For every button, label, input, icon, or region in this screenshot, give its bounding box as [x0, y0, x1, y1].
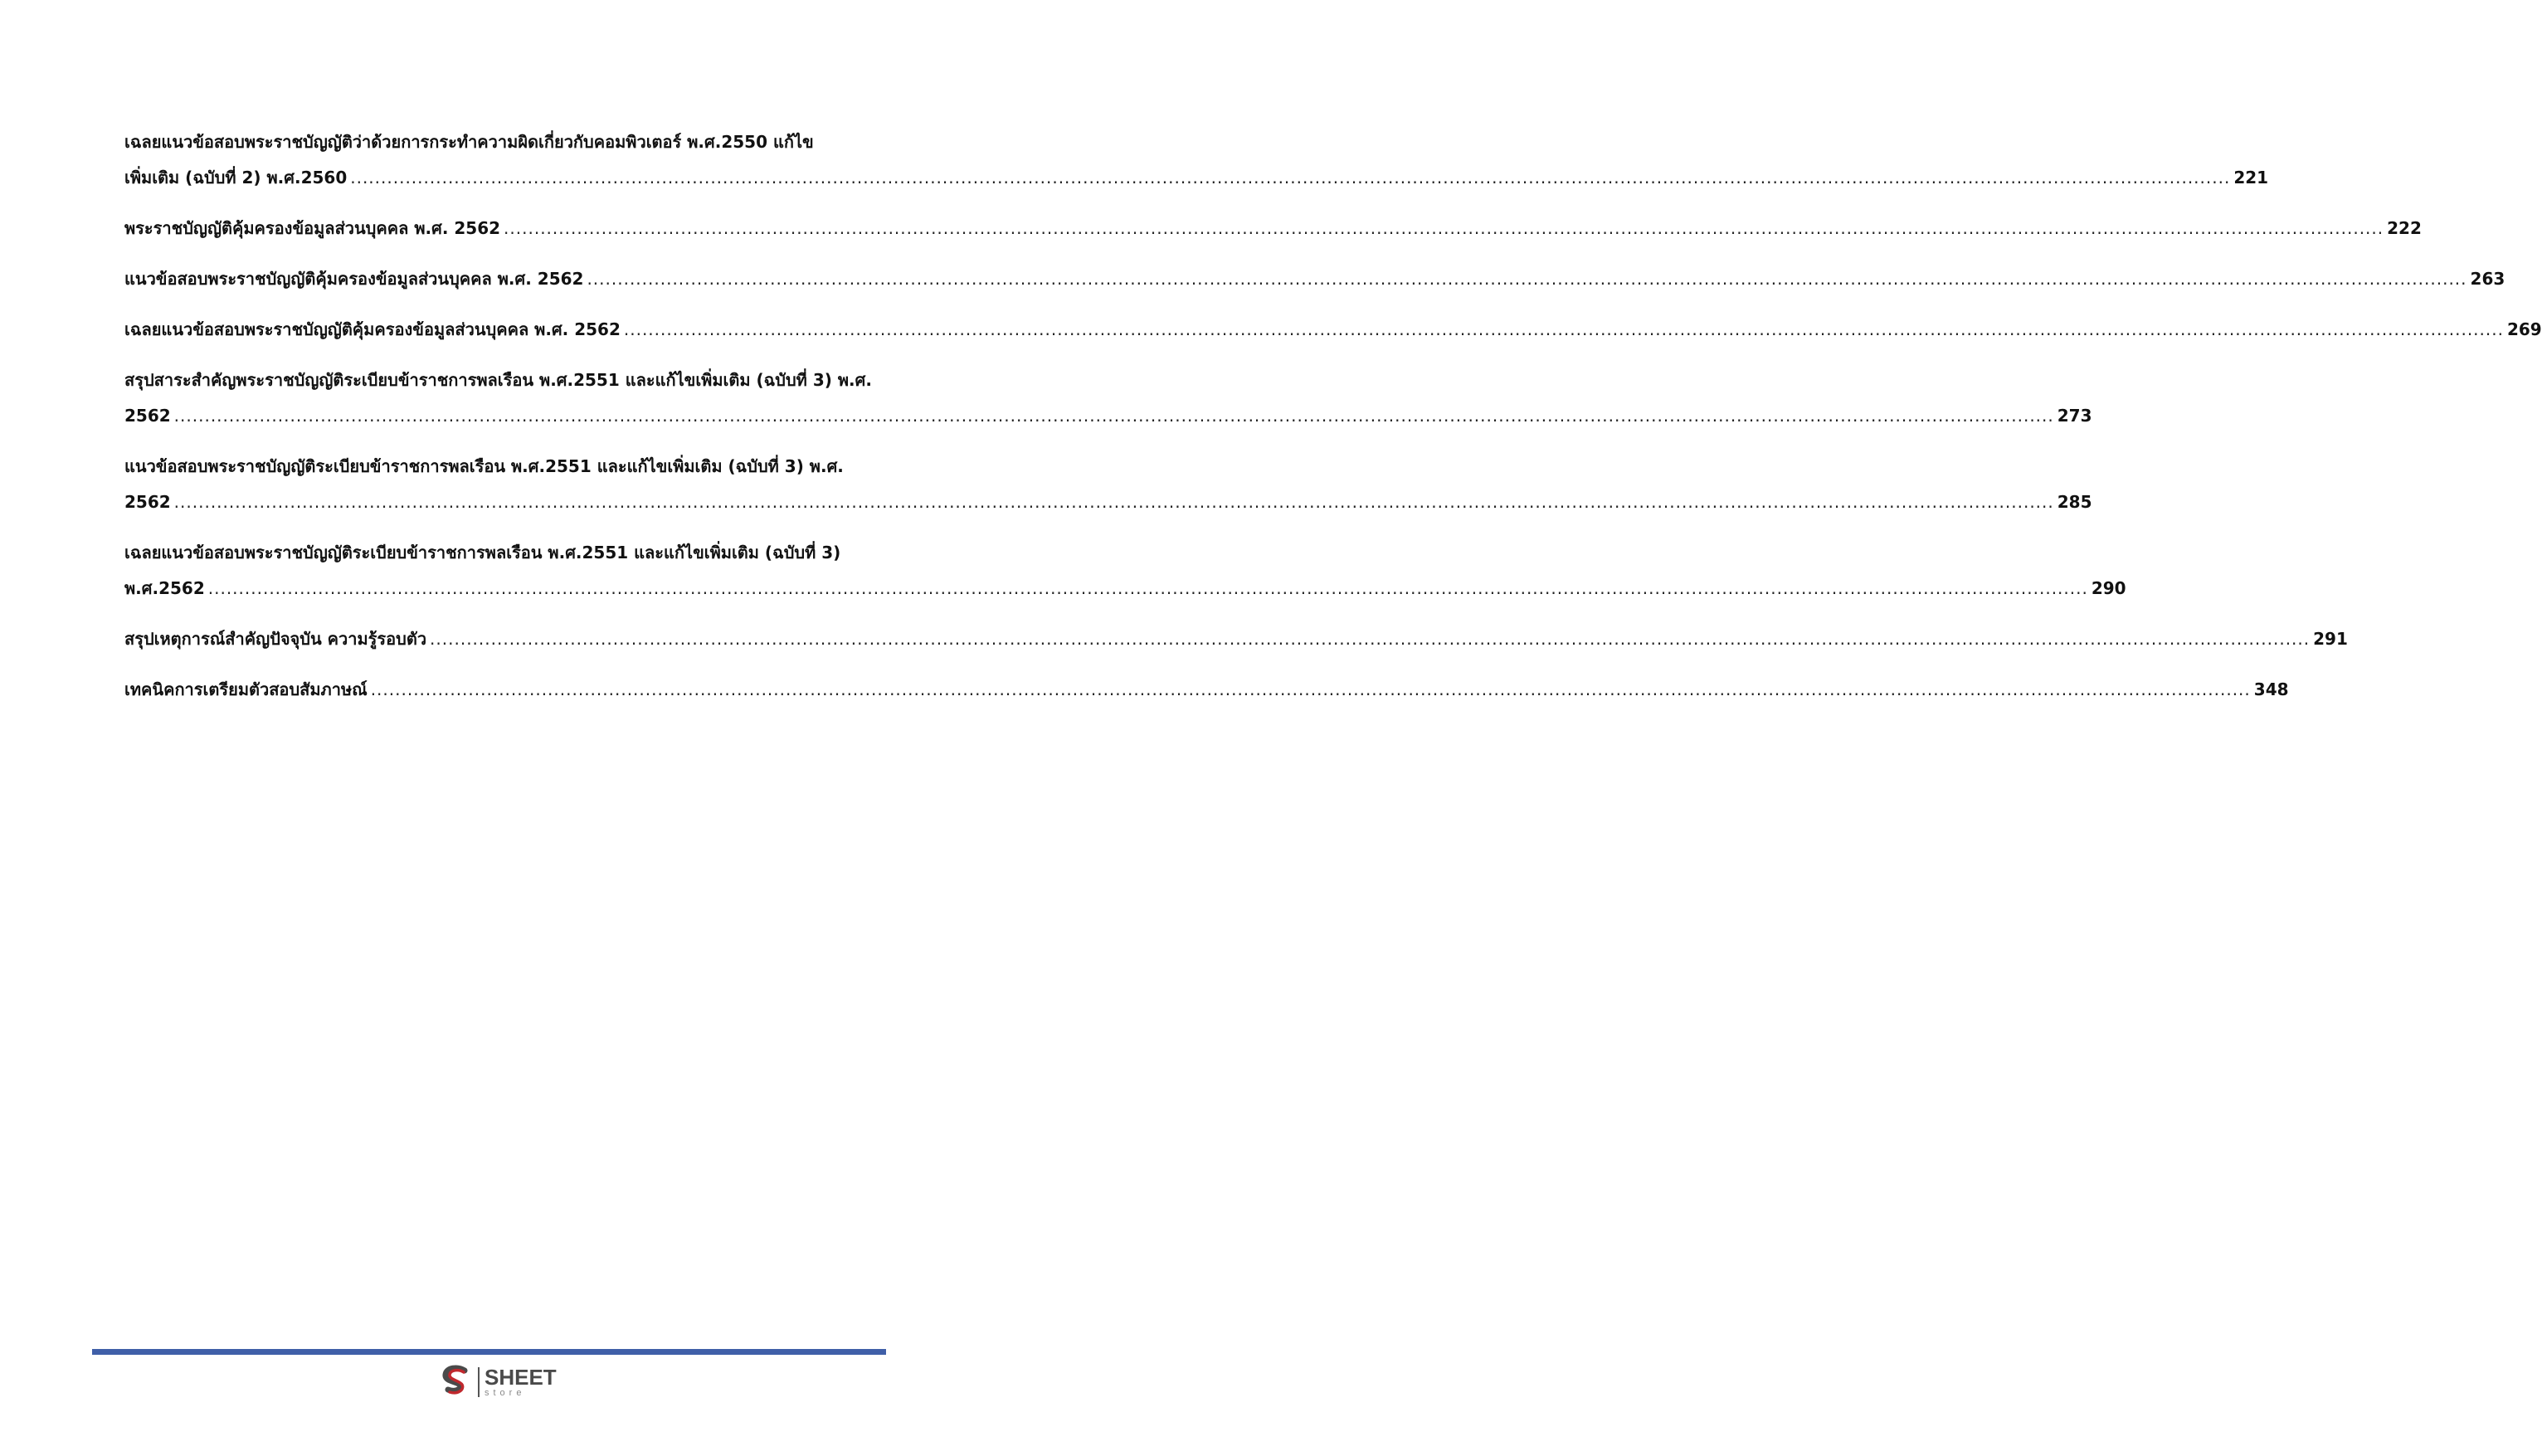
- dot-leader: [504, 211, 2384, 246]
- toc-page-number: 285: [2057, 492, 2092, 512]
- toc-page-number: 221: [2233, 168, 2269, 187]
- dot-leader: [624, 312, 2504, 348]
- toc-page-number: 291: [2313, 629, 2348, 649]
- toc-entry[interactable]: [124, 535, 2126, 606]
- toc-entry[interactable]: [124, 621, 2348, 657]
- toc-entry-title: สรุปสาระสำคัญพระราชบัญญัติระเบียบข้าราชการพลเรือน พ.ศ.2551 และแก้ไขเพิ่มเติม (ฉบับที่ 3) พ.ศ.: [124, 370, 872, 390]
- toc-entry-title-continued: 2562: [124, 492, 171, 512]
- toc-entry-title-continued: เพิ่มเติม (ฉบับที่ 2) พ.ศ.2560: [124, 168, 348, 187]
- toc-entry[interactable]: [124, 211, 2422, 246]
- toc-page-number: 269: [2506, 319, 2542, 339]
- toc-entry-title: เฉลยแนวข้อสอบพระราชบัญญัติว่าด้วยการกระทำความผิดเกี่ยวกับคอมพิวเตอร์ พ.ศ.2550 แก้ไข: [124, 132, 814, 152]
- logo-divider: [478, 1367, 480, 1397]
- toc-entry-title: แนวข้อสอบพระราชบัญญัติระเบียบข้าราชการพลเรือน พ.ศ.2551 และแก้ไขเพิ่มเติม (ฉบับที่ 3) พ.ศ.: [124, 456, 844, 476]
- dot-leader: [174, 398, 2054, 434]
- sheet-store-logo: [438, 1362, 571, 1402]
- toc-entry-title: เฉลยแนวข้อสอบพระราชบัญญัติระเบียบข้าราชการพลเรือน พ.ศ.2551 และแก้ไขเพิ่มเติม (ฉบับที่ 3): [124, 543, 841, 562]
- toc-entry[interactable]: [124, 449, 2092, 520]
- toc-entry-title-continued: พ.ศ.2562: [124, 578, 205, 598]
- toc-page-number: 290: [2091, 578, 2126, 598]
- toc-entry-title: แนวข้อสอบพระราชบัญญัติคุ้มครองข้อมูลส่วนบุคคล พ.ศ. 2562: [124, 269, 584, 289]
- logo-subtext: store: [485, 1388, 526, 1398]
- toc-entry-title: สรุปเหตุการณ์สำคัญปัจจุบัน ความรู้รอบตัว: [124, 629, 427, 649]
- dot-leader: [430, 621, 2310, 657]
- toc-page-number: 273: [2057, 406, 2092, 426]
- toc-page-number: 222: [2387, 218, 2422, 238]
- toc-entry[interactable]: [124, 672, 2289, 708]
- toc-entry[interactable]: [124, 312, 2542, 348]
- toc-entry[interactable]: [124, 363, 2092, 434]
- dot-leader: [371, 672, 2251, 708]
- toc-entry-title-continued: 2562: [124, 406, 171, 426]
- dot-leader: [174, 485, 2054, 520]
- dot-leader: [587, 261, 2467, 297]
- toc-entry-title: เทคนิคการเตรียมตัวสอบสัมภาษณ์: [124, 679, 368, 699]
- toc-page-number: 263: [2470, 269, 2505, 289]
- toc-entry[interactable]: [124, 124, 2269, 196]
- dot-leader: [208, 571, 2088, 606]
- toc-entry-title: พระราชบัญญัติคุ้มครองข้อมูลส่วนบุคคล พ.ศ. 2562: [124, 218, 501, 238]
- sheet-store-s-icon: [438, 1364, 475, 1400]
- footer-divider: [92, 1349, 886, 1355]
- toc-entry-title: เฉลยแนวข้อสอบพระราชบัญญัติคุ้มครองข้อมูลส่วนบุคคล พ.ศ. 2562: [124, 319, 621, 339]
- table-of-contents: [124, 124, 2542, 723]
- logo-wordmark: SHEET: [485, 1365, 557, 1390]
- toc-entry[interactable]: [124, 261, 2505, 297]
- toc-page-number: 348: [2253, 679, 2289, 699]
- dot-leader: [350, 160, 2230, 196]
